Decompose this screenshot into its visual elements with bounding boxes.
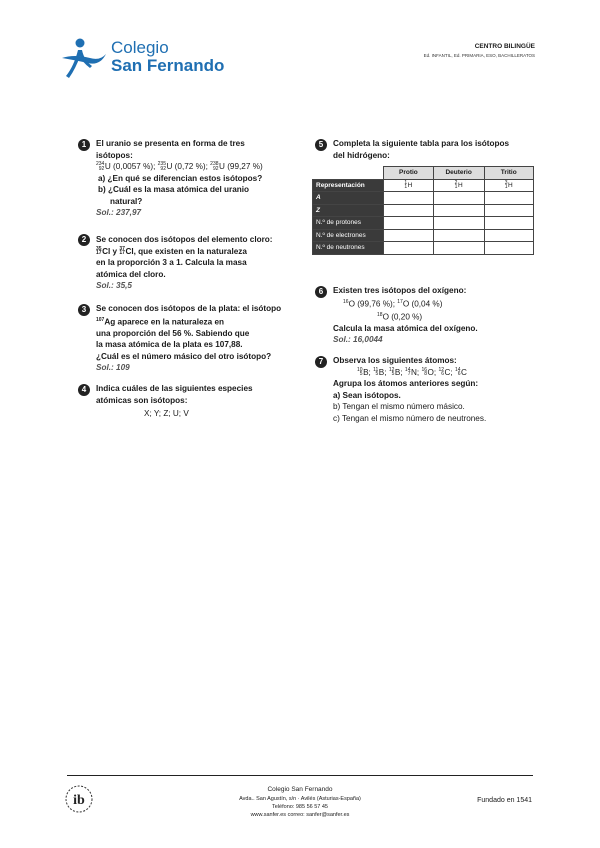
exercise-1: El uranio se presenta en forma de tres isótopos: 234 92U (0,0057 %); 235 92U (0,72 %); 238 92U (99,27 %) a) ¿En qué se diferencian estos isótopos? b) ¿Cuál es la masa atómica del uranio natural? Sol.: 237,97 (96, 139, 263, 217)
row-label: A (313, 192, 384, 205)
bilingual-tag: CENTRO BILINGÜE (474, 43, 535, 50)
exercise-3-number: 3 (78, 304, 90, 316)
logo-line-1: Colegio (111, 38, 169, 57)
row-label: Representación (313, 179, 384, 192)
footer-address: Avda.. San Agustín, s/n · Avilés (Asturias-España) (239, 796, 361, 802)
exercise-5-number: 5 (315, 139, 327, 151)
ib-logo-icon (64, 784, 94, 814)
footer-founded: Fundado en 1541 (477, 797, 532, 804)
exercise-2: Se conocen dos isótopos del elemento cloro: 35 17Cl y 37 17Cl, que existen en la naturaleza en la proporción 3 a 1. Calcula la masa atómica del cloro. Sol.: 35,5 (96, 235, 273, 290)
exercise-3: Se conocen dos isótopos de la plata: el isótopo $^{107}$Ag aparece en la naturaleza en una proporción del 56 %. Sabiendo que la masa atómica de la plata es 107,88. ¿Cuál es el número másico del otro isótopo? Sol.: 109 (96, 304, 282, 373)
svg-text:ib: ib (73, 793, 85, 808)
exercise-2-number: 2 (78, 234, 90, 246)
exercise-5: Completa la siguiente tabla para los isótopos del hidrógeno: (333, 139, 510, 160)
exercise-4-number: 4 (78, 384, 90, 396)
row-label: N.º de neutrones (313, 242, 384, 255)
footer-divider (67, 775, 533, 776)
hydrogen-isotopes-table: Protio Deuterio Tritio Representación 1 1H 2 1H 3 1H A Z N.º de protones N.º de electrones N.º de neutrones (312, 166, 534, 255)
footer-contact: www.sanfer.es correo: sanfer@sanfer.es (250, 812, 350, 818)
education-levels: Ed. INFANTIL, Ed. PRIMARIA, ESO, BACHILLERATOS (423, 53, 535, 58)
footer-phone: Teléfono: 985 56 57 45 (272, 804, 328, 810)
row-label: N.º de electrones (313, 229, 384, 242)
row-label: Z (313, 204, 384, 217)
exercise-4: Indica cuáles de las siguientes especies atómicas son isótopos: X; Y; Z; U; V (96, 384, 253, 418)
row-label: N.º de protones (313, 217, 384, 230)
col-protio: Protio (383, 167, 433, 180)
col-deuterio: Deuterio (433, 167, 484, 180)
exercise-6: Existen tres isótopos del oxígeno: $^{16}$O (99,76 %); $^{17}$O (0,04 %) $^{18}$O (0,20 %) Calcula la masa atómica del oxígeno. Sol.: 16,0044 (333, 286, 478, 345)
exercise-7-number: 7 (315, 356, 327, 368)
exercise-6-number: 6 (315, 286, 327, 298)
logo-line-2: San Fernando (111, 56, 225, 75)
exercise-1-number: 1 (78, 139, 90, 151)
col-tritio: Tritio (484, 167, 534, 180)
exercise-7: Observa los siguientes átomos: 10 5B; 11 5B; 12 5B; 14 7N; 16 8O; 12 6C; 14 6C Agrupa los átomos anteriores según: a) Sean isótopos. b) Tengan el mismo número másico. c) Tengan el mismo número de neutrones. (333, 356, 487, 423)
footer-school-name: Colegio San Fernando (267, 786, 333, 793)
school-logo-figure (60, 36, 110, 80)
